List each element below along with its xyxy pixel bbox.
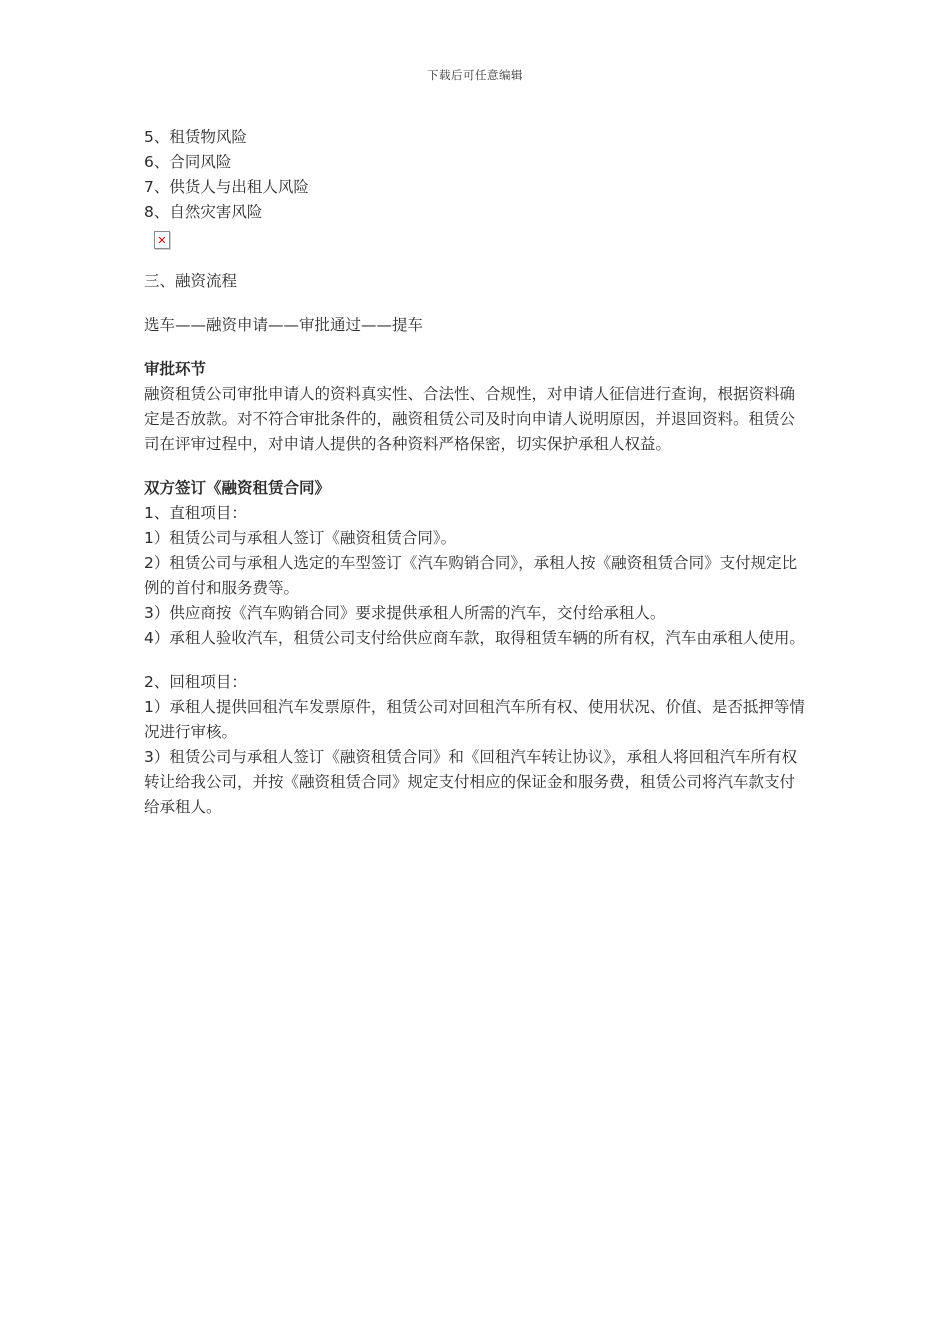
list-item: 6、合同风险 [144,153,232,171]
broken-image-icon [154,231,170,249]
broken-image-glyph: ✕ [157,233,167,247]
approval-heading: 审批环节 [144,360,207,378]
direct-lease-step: 2）租赁公司与承租人选定的车型签订《汽车购销合同》，承租人按《融资租赁合同》支付规定比例的首付和服务费等。 [144,554,798,597]
direct-lease-step: 4）承租人验收汽车，租赁公司支付给供应商车款，取得租赁车辆的所有权，汽车由承租人使用。 [144,629,805,647]
contract-heading: 双方签订《融资租赁合同》 [144,479,331,497]
list-item: 7、供货人与出租人风险 [144,178,309,196]
page-header: 下载后可任意编辑 [427,68,523,82]
list-item: 8、自然灾害风险 [144,203,263,221]
direct-lease-step: 1）租赁公司与承租人签订《融资租赁合同》。 [144,529,457,547]
document-body [144,125,806,820]
direct-lease-step: 3）供应商按《汽车购销合同》要求提供承租人所需的汽车，交付给承租人。 [144,604,666,622]
process-flow: 选车——融资申请——审批通过——提车 [144,316,424,334]
direct-lease-title: 1、直租项目： [144,504,247,522]
leaseback-step: 3）租赁公司与承租人签订《融资租赁合同》和《回租汽车转让协议》，承租人将回租汽车所有权转让给我公司，并按《融资租赁合同》规定支付相应的保证金和服务费，租赁公司将汽车款支付给承租人。 [144,748,798,816]
list-item: 5、租赁物风险 [144,128,247,146]
risk-list [144,125,806,225]
leaseback-step: 1）承租人提供回租汽车发票原件，租赁公司对回租汽车所有权、使用状况、价值、是否抵押等情况进行审核。 [144,698,805,741]
section-heading: 三、融资流程 [144,272,238,290]
approval-paragraph: 融资租赁公司审批申请人的资料真实性、合法性、合规性，对申请人征信进行查询，根据资料确定是否放款。对不符合审批条件的，融资租赁公司及时向申请人说明原因，并退回资料。租赁公司在评审过程中，对申请人提供的各种资料严格保密，切实保护承租人权益。 [144,385,796,453]
leaseback-title: 2、回租项目： [144,673,247,691]
